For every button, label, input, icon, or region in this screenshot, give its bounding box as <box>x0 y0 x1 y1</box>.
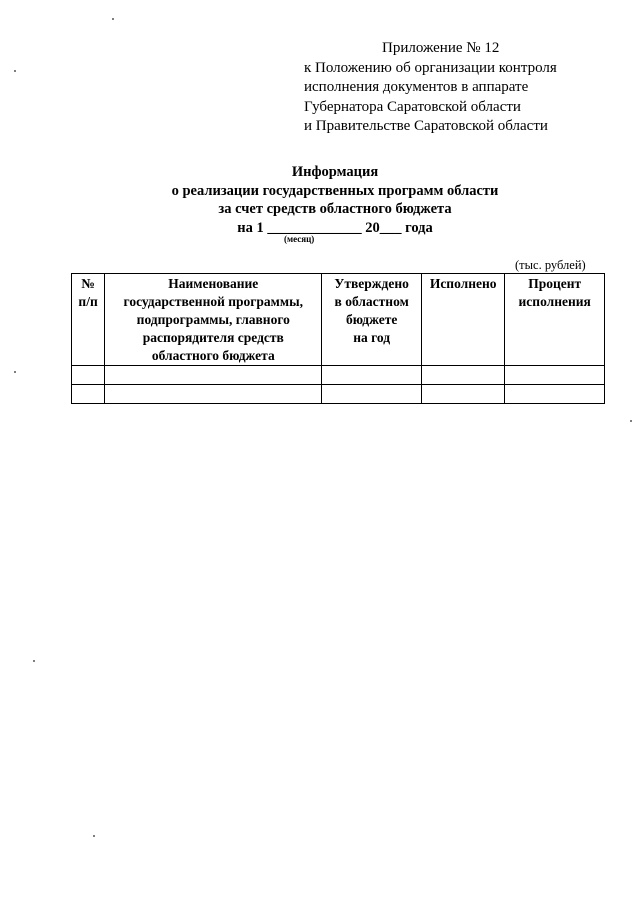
hdr-label <box>105 275 321 365</box>
hdr-text: на год <box>353 330 391 345</box>
table-header-row <box>72 274 605 366</box>
scan-speck <box>93 835 95 837</box>
hdr-text: Наименование <box>168 276 259 291</box>
table-cell <box>105 385 322 404</box>
scan-speck <box>33 660 35 662</box>
scan-speck <box>14 70 16 72</box>
appendix-line: Губернатора Саратовской области <box>304 98 521 115</box>
col-header-executed <box>421 274 504 366</box>
document-heading <box>100 163 570 237</box>
table-cell <box>322 385 422 404</box>
hdr-text: государственной программы, <box>123 294 303 309</box>
appendix-number: Приложение № 12 <box>382 40 500 56</box>
col-header-approved <box>322 274 422 366</box>
scan-speck <box>14 371 16 373</box>
hdr-text: Процент <box>528 276 582 291</box>
table-cell <box>72 385 105 404</box>
hdr-text: п/п <box>78 294 98 309</box>
scan-speck <box>112 18 114 20</box>
table-cell <box>421 366 504 385</box>
appendix-note <box>304 39 557 137</box>
table-cell <box>505 366 605 385</box>
table-row <box>72 385 605 404</box>
table-cell <box>105 366 322 385</box>
table-row <box>72 366 605 385</box>
appendix-line: исполнения документов в аппарате <box>304 79 529 95</box>
hdr-label <box>322 275 421 347</box>
month-caption: (месяц) <box>284 234 315 244</box>
hdr-label <box>72 275 104 311</box>
hdr-text: подпрограммы, главного <box>136 312 290 327</box>
table-cell <box>322 366 422 385</box>
hdr-label <box>505 275 604 311</box>
appendix-line: и Правительстве Саратовской области <box>304 118 548 134</box>
col-header-program-name <box>105 274 322 366</box>
heading-subtitle: за счет средств областного бюджета <box>218 201 452 217</box>
hdr-text: распорядителя средств <box>142 330 284 345</box>
hdr-text: бюджете <box>345 312 398 327</box>
scan-speck <box>630 420 632 422</box>
hdr-text: областного бюджета <box>151 348 275 363</box>
page-title: Информация <box>291 164 379 180</box>
hdr-label <box>422 275 504 293</box>
appendix-line: к Положению об организации контроля <box>304 59 557 76</box>
report-date-line: на 1 _____________ 20___ года <box>237 219 433 236</box>
hdr-text: исполнения <box>518 294 591 309</box>
table-cell <box>72 366 105 385</box>
col-header-number <box>72 274 105 366</box>
table-cell <box>421 385 504 404</box>
table-cell <box>505 385 605 404</box>
hdr-text: № <box>81 276 95 291</box>
report-table <box>71 273 605 404</box>
hdr-text: в областном <box>334 294 409 309</box>
units-label: (тыс. рублей) <box>515 258 586 272</box>
col-header-percent <box>505 274 605 366</box>
hdr-text: Утверждено <box>334 276 409 291</box>
heading-subtitle: о реализации государственных программ области <box>171 182 499 199</box>
hdr-text: Исполнено <box>429 276 497 291</box>
